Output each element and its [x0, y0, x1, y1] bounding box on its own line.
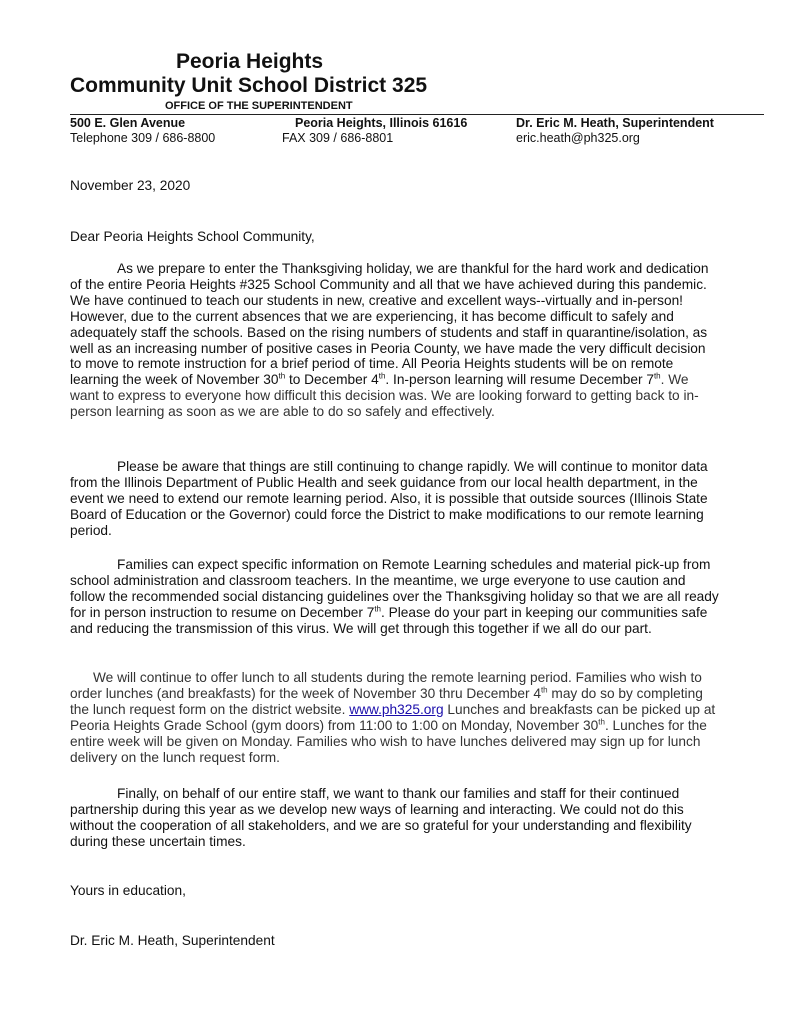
paragraph-2: Please be aware that things are still continuing to change rapidly. We will continue to monitor data from the Illinois Department of Public Health and seek guidance from our local health department, in the event we need to extend our remote learning period. Also, it is possible that outside sources (Illinois State Board of Education or the Governor) could force the District to make modifications to our remote learning period.	[70, 459, 708, 538]
header-divider	[70, 114, 764, 115]
district-name-line1: Peoria Heights	[176, 50, 324, 73]
district-website-link[interactable]: www.ph325.org	[349, 701, 444, 717]
signature: Dr. Eric M. Heath, Superintendent	[70, 933, 275, 948]
city-state: Peoria Heights, Illinois 61616	[295, 116, 468, 130]
paragraph-3: Families can expect specific information on Remote Learning schedules and material pick-up from school administration and classroom teachers. In the meantime, we urge everyone to use caution and follow the recommended social distancing guidelines over the Thanksgiving holiday so that we are all ready for in person instruction to resume on December 7th. Please do your part in keeping our communities safe and reducing the transmission of this virus. We will get through this together if we all do our part.	[70, 557, 719, 636]
fax: FAX 309 / 686-8801	[282, 131, 394, 145]
office-label: OFFICE OF THE SUPERINTENDENT	[165, 100, 353, 112]
paragraph-4: We will continue to offer lunch to all students during the remote learning period. Families who wish to order lunches (and breakfasts) for the week of November 30 thru December 4th may do so by completing the lunch request form on the district website. www.ph325.org Lunches and breakfasts can be picked up at Peoria Heights Grade School (gym doors) from 11:00 to 1:00 on Monday, November 30th. Lunches for the entire week will be given on Monday. Families who wish to have lunches delivered may sign up for lunch delivery on the lunch request form.	[70, 670, 716, 765]
superintendent-name: Dr. Eric M. Heath, Superintendent	[516, 116, 714, 130]
address: 500 E. Glen Avenue	[70, 116, 186, 130]
district-name-line2: Community Unit School District 325	[70, 74, 428, 97]
letter-date: November 23, 2020	[70, 178, 191, 193]
paragraph-1: As we prepare to enter the Thanksgiving holiday, we are thankful for the hard work and dedication of the entire Peoria Heights #325 School Community and all that we have achieved during this pandemic. We have continued to teach our students in new, creative and excellent ways--virtually and in-person! However, due to the current absences that we are experiencing, it has become difficult to safely and adequately staff the schools. Based on the rising numbers of students and staff in quarantine/isolation, as well as an increasing number of positive cases in Peoria County, we have made the very difficult decision to move to remote instruction for a brief period of time. All Peoria Heights students will be on remote learning the week of November 30th to December 4th. In-person learning will resume December 7th. We want to express to everyone how difficult this decision was. We are looking forward to getting back to in-person learning as soon as we are able to do so safely and effectively.	[70, 261, 709, 420]
telephone: Telephone 309 / 686-8800	[70, 131, 216, 145]
closing: Yours in education,	[70, 883, 186, 898]
paragraph-5: Finally, on behalf of our entire staff, we want to thank our families and staff for their continued partnership during this year as we develop new ways of learning and interacting. We could not do this without the cooperation of all stakeholders, and we are so grateful for your understanding and flexibility during these uncertain times.	[70, 786, 692, 849]
email: eric.heath@ph325.org	[516, 131, 640, 145]
salutation: Dear Peoria Heights School Community,	[70, 229, 315, 244]
